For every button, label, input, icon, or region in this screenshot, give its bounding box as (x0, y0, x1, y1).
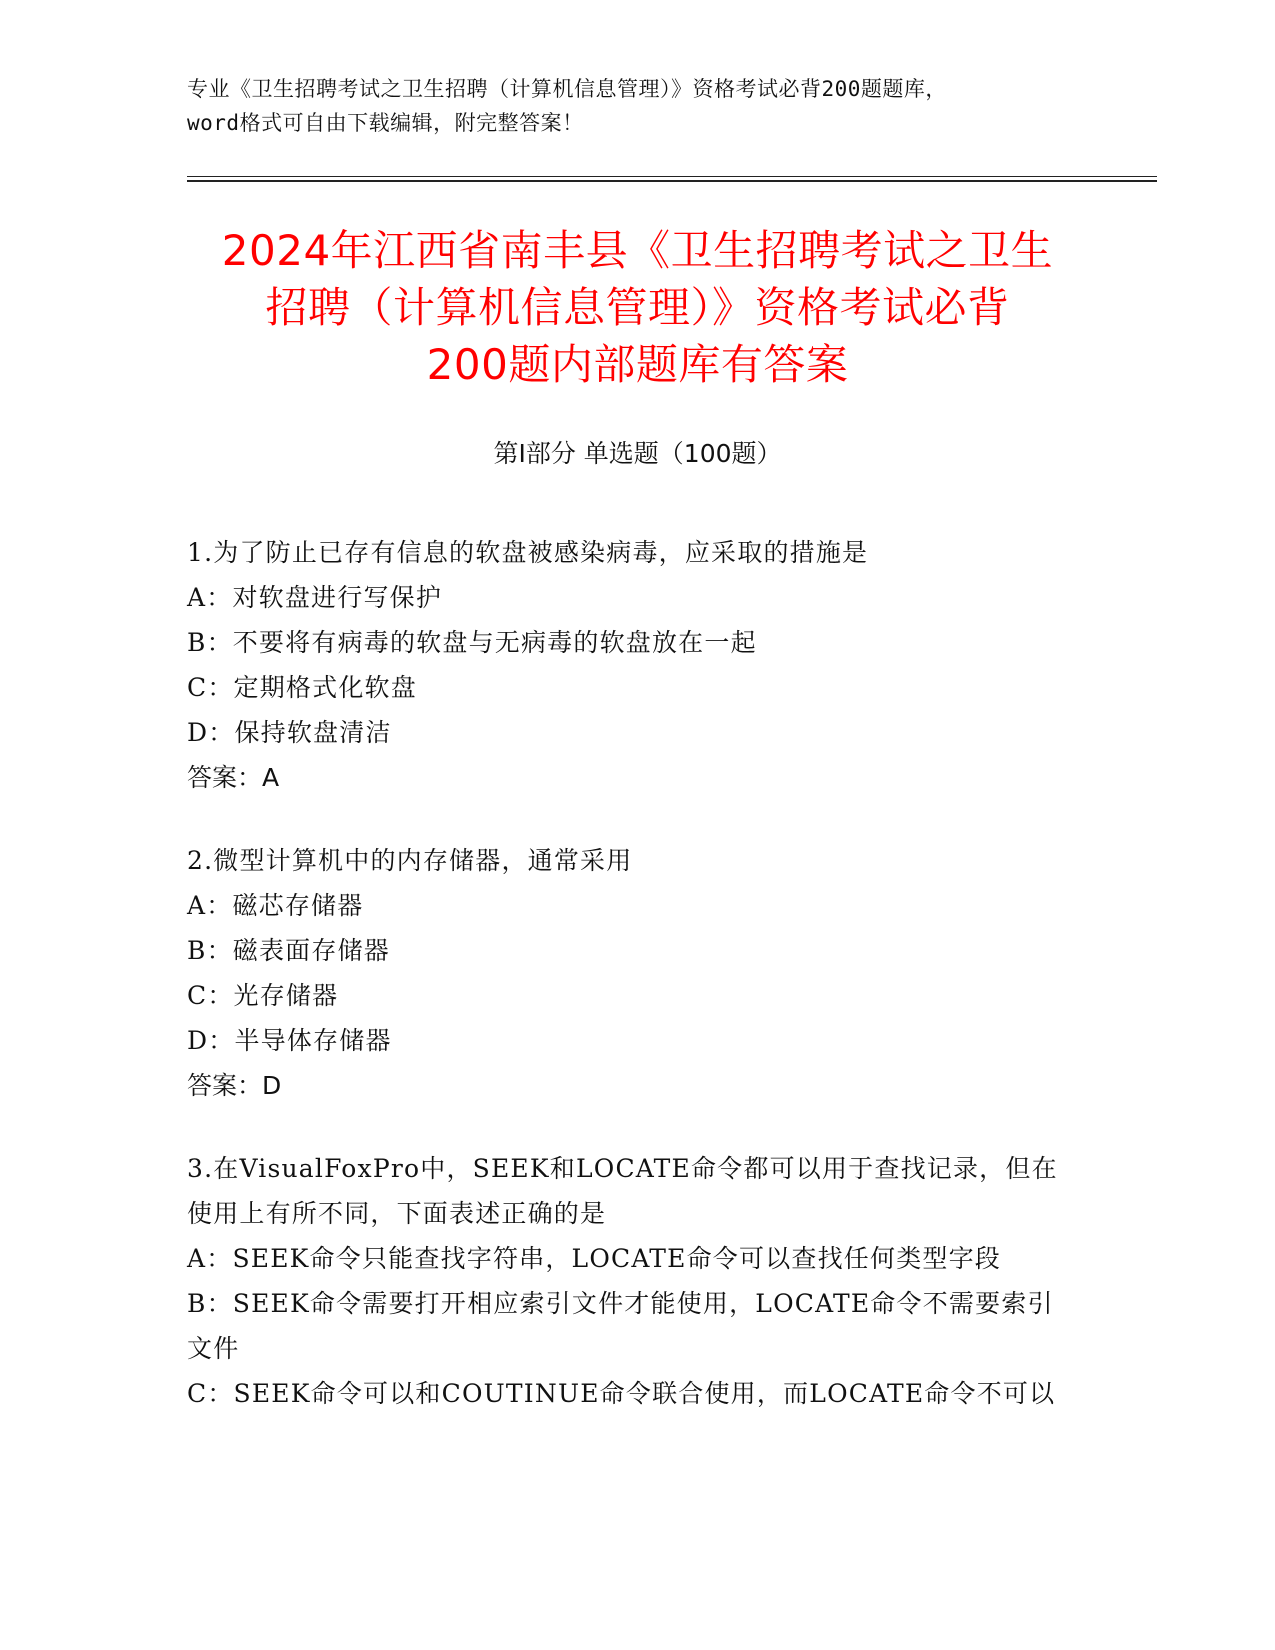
header-note (187, 72, 1087, 140)
option-b: B：SEEK命令需要打开相应索引文件才能使用，LOCATE命令不需要索引文件 (187, 1289, 1054, 1363)
option-d: D：半导体存储器 (187, 1026, 392, 1055)
question-stem: 1.为了防止已存有信息的软盘被感染病毒，应采取的措施是 (187, 538, 869, 567)
question-2 (187, 838, 1067, 1108)
header-divider-thick (187, 180, 1157, 182)
question-3 (187, 1146, 1067, 1416)
header-divider-thin (187, 176, 1157, 177)
answer-text: 答案：D (187, 1071, 282, 1100)
option-b: B：不要将有病毒的软盘与无病毒的软盘放在一起 (187, 628, 757, 657)
option-c: C：光存储器 (187, 981, 339, 1010)
question-stem: 3.在VisualFoxPro中，SEEK和LOCATE命令都可以用于查找记录，但在使用上有所不同，下面表述正确的是 (187, 1154, 1058, 1228)
title-line-1: 2024年江西省南丰县《卫生招聘考试之卫生 (221, 226, 1054, 275)
question-1 (187, 530, 1067, 800)
option-b: B：磁表面存储器 (187, 936, 390, 965)
option-d: D：保持软盘清洁 (187, 718, 392, 747)
title-line-2: 招聘（计算机信息管理）》资格考试必背 (265, 283, 1010, 332)
header-note-line-1: 专业《卫生招聘考试之卫生招聘（计算机信息管理）》资格考试必背200题题库， (187, 77, 947, 101)
document-title (150, 222, 1125, 393)
option-c: C：定期格式化软盘 (187, 673, 417, 702)
section-title: 第Ⅰ部分 单选题（100题） (493, 439, 782, 468)
option-a: A：SEEK命令只能查找字符串，LOCATE命令可以查找任何类型字段 (187, 1244, 1001, 1273)
option-a: A：对软盘进行写保护 (187, 583, 443, 612)
title-line-3: 200题内部题库有答案 (426, 340, 849, 389)
answer-text: 答案：A (187, 763, 280, 792)
question-stem: 2.微型计算机中的内存储器，通常采用 (187, 846, 633, 875)
option-c: C：SEEK命令可以和COUTINUE命令联合使用，而LOCATE命令不可以 (187, 1379, 1056, 1408)
question-list (187, 530, 1067, 1454)
option-a: A：磁芯存储器 (187, 891, 364, 920)
header-note-line-2: word格式可自由下载编辑，附完整答案！ (187, 111, 584, 135)
